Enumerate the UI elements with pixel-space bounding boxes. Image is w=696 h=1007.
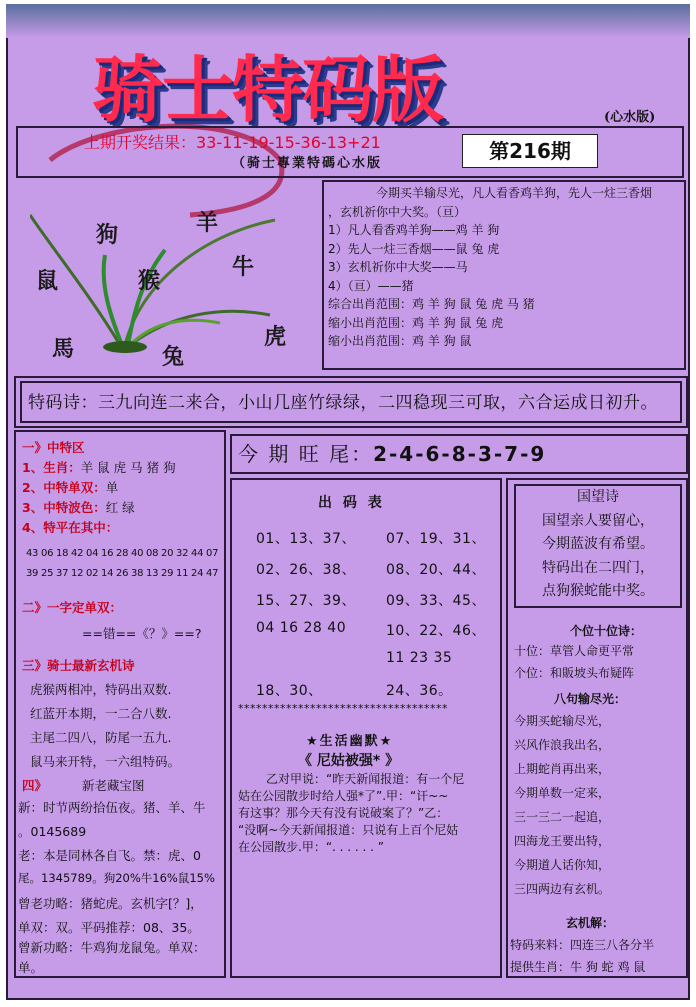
- section1-title: 一》中特区: [22, 440, 85, 455]
- humor-line: 有这事？那今天有没有说破案了？”乙：: [238, 806, 449, 820]
- numbers-cell: 10、22、46、: [386, 623, 486, 639]
- poem-line: 主尾二四八，防尾一五九.: [30, 730, 172, 745]
- guowang-poem: [514, 484, 682, 608]
- zodiac-monkey: 猴: [138, 268, 161, 294]
- item-oddeven: [22, 478, 118, 496]
- humor-subtitle: 《 尼姑被强* 》: [298, 753, 400, 769]
- xuanji-title: 玄机解：: [566, 916, 615, 930]
- treasure-line: 新：时节两纷拾伍夜。猪、羊、牛: [18, 800, 206, 815]
- rules-line: 今期买羊输尽光，凡人看香鸡羊狗，先人一炷三香烟: [376, 186, 653, 200]
- treasure-line: 单。: [18, 960, 44, 975]
- eight-line: 上期蛇肖再出来，: [514, 762, 611, 776]
- result-label: 上期开奖结果：: [84, 133, 197, 152]
- treasure-line: 单双：双。平码推荐：08、35。: [18, 920, 200, 935]
- rules-box: [322, 180, 686, 370]
- section2-line: ==错==《？》==?: [82, 626, 202, 641]
- result-numbers: 33-11-19-15-36-13+21: [196, 133, 381, 152]
- zodiac-dog: 狗: [96, 222, 119, 248]
- item-zodiac: [22, 458, 176, 476]
- digit-title: 个位十位诗：: [570, 624, 643, 638]
- item-color: [22, 498, 135, 516]
- gw-line: 点狗猴蛇能中奖。: [542, 583, 654, 599]
- rules-line: 2）先人一炷三香烟——鼠 兔 虎: [328, 241, 500, 256]
- gw-title: 国望诗: [577, 489, 619, 505]
- humor-title: ★生活幽默★: [306, 734, 394, 749]
- zodiac-tiger: 虎: [264, 324, 287, 350]
- page-title: 骑士特码版: [92, 47, 443, 132]
- humor-line: 乙对甲说：“昨天新闻报道：有一个尼: [266, 772, 465, 786]
- numbers-cell: 11 23 35: [386, 650, 453, 666]
- eight-line: 三一三二一起追，: [514, 810, 611, 824]
- eight-line: 四海龙王要出特，: [514, 834, 611, 848]
- section4-title: 四》: [22, 778, 48, 793]
- gw-line: 国望亲人要留心，: [542, 512, 654, 529]
- treasure-line: 曾新功略：牛鸡狗龙鼠兔。单双：: [18, 940, 206, 955]
- last-result: [84, 130, 381, 153]
- gw-line: 特码出在二四门，: [542, 559, 654, 576]
- section2-title: 二》一字定单双：: [22, 600, 123, 615]
- item-oddeven-label: 2、中特单双：: [22, 480, 106, 495]
- humor-line: 姑在公园散步时给人强*了”.甲：“讦~~: [238, 789, 449, 803]
- humor-line: 在公园散步.甲：“. . . . . . ”: [238, 840, 385, 854]
- eight-title: 八句输尽光：: [554, 692, 627, 706]
- numbers-cell: 18、30、: [256, 683, 323, 699]
- issue-number: 第216期: [462, 134, 598, 168]
- eight-line: 今期道人话你知，: [514, 858, 611, 872]
- flat-numbers-2: 39 25 37 12 02 14 26 38 13 29 11 24 47: [26, 568, 219, 579]
- poem-line: 虎猴两相冲，特码出双数.: [30, 682, 172, 697]
- xuanji-line: 特码来料：四连三八各分半: [510, 938, 655, 952]
- treasure-line: 尾。1345789。狗20%牛16%鼠15%: [18, 871, 215, 885]
- numbers-cell: 09、33、45、: [386, 593, 486, 609]
- xuanji-line: 提供生肖：牛 狗 蛇 鸡 鼠: [510, 960, 646, 974]
- special-poem: 特码诗：三九向连二来合，小山几座竹绿绿，二四稳现三可取，六合运成日初升。: [20, 381, 682, 423]
- numbers-cell: 07、19、31、: [386, 531, 486, 547]
- zodiac-sheep: 羊: [196, 210, 219, 236]
- numbers-cell: 01、13、37、: [256, 531, 356, 547]
- item-flat-label: 4、特平在其中：: [22, 520, 119, 535]
- flat-numbers-1: 43 06 18 42 04 16 28 40 08 20 32 44 07: [26, 548, 219, 559]
- rules-line: 1）凡人看香鸡羊狗——鸡 羊 狗: [328, 223, 500, 237]
- numbers-title: 出 码 表: [318, 495, 385, 511]
- treasure-line: 。0145689: [18, 824, 87, 839]
- rules-line: 综合出肖范围：鸡 羊 狗 鼠 兔 虎 马 猪: [328, 297, 535, 311]
- tail-label: 今 期 旺 尾：: [238, 442, 374, 466]
- eight-line: 今期买蛇输尽光，: [514, 714, 611, 728]
- section3-title: 三》骑士最新玄机诗: [22, 658, 135, 673]
- item-zodiac-label: 1、生肖：: [22, 460, 81, 475]
- left-column: [14, 430, 226, 978]
- treasure-line: 老：本是同林各自飞。禁：虎、0: [18, 848, 201, 863]
- rules-line: 4）（亘）——猪: [328, 278, 414, 293]
- gw-line: 今期蓝波有希望。: [542, 536, 654, 552]
- numbers-cell: 04 16 28 40: [256, 620, 347, 636]
- poem-line: 鼠马来开特，一六组特码。: [30, 754, 181, 769]
- numbers-cell: 02、26、38、: [256, 562, 356, 578]
- item-color-value: 红 绿: [105, 500, 135, 515]
- rules-line: 缩小出肖范围：鸡 羊 狗 鼠: [328, 334, 472, 348]
- numbers-cell: 15、27、39、: [256, 593, 356, 609]
- rules-line: 3）玄机祈你中大奖——马: [328, 260, 468, 274]
- digit-line: 十位：草管人命更平常: [514, 644, 635, 658]
- rules-line: ，玄机祈你中大奖。（亘）: [328, 204, 467, 219]
- eight-line: 兴风作浪我出名，: [514, 738, 611, 752]
- subtitle: （骑士專業特碼心水版: [232, 156, 383, 171]
- numbers-cell: 24、36。: [386, 683, 453, 699]
- section4-subtitle: 新老藏宝图: [82, 778, 145, 793]
- zodiac-rat: 鼠: [36, 268, 59, 294]
- eight-line: 今期单数一定来，: [514, 786, 611, 800]
- eight-line: 三四两边有玄机。: [514, 882, 611, 896]
- treasure-line: 曾老功略：猪蛇虎。玄机字[？]，: [18, 896, 203, 911]
- numbers-cell: 08、20、44、: [386, 562, 486, 578]
- zodiac-ox: 牛: [232, 254, 255, 280]
- numbers-table: [230, 478, 502, 978]
- item-color-label: 3、中特波色：: [22, 500, 106, 515]
- numbers-divider: ***********************************: [238, 702, 448, 715]
- poem-line: 红蓝开本期，一二合八数.: [30, 706, 172, 721]
- edition-label: (心水版): [604, 110, 656, 125]
- digit-line: 个位：和販坡头布疑阵: [514, 666, 635, 680]
- item-oddeven-value: 单: [105, 480, 119, 495]
- tail-value: 2-4-6-8-3-7-9: [373, 442, 547, 466]
- zodiac-rabbit: 兔: [162, 344, 185, 370]
- rules-line: 缩小出肖范围：鸡 羊 狗 鼠 兔 虎: [328, 315, 504, 330]
- item-zodiac-value: 羊 鼠 虎 马 猪 狗: [80, 460, 176, 475]
- zodiac-horse: 馬: [52, 336, 75, 362]
- humor-line: “没啊~今天新闻报道：只说有上百个尼姑: [238, 823, 459, 837]
- lucky-tail: [230, 434, 688, 474]
